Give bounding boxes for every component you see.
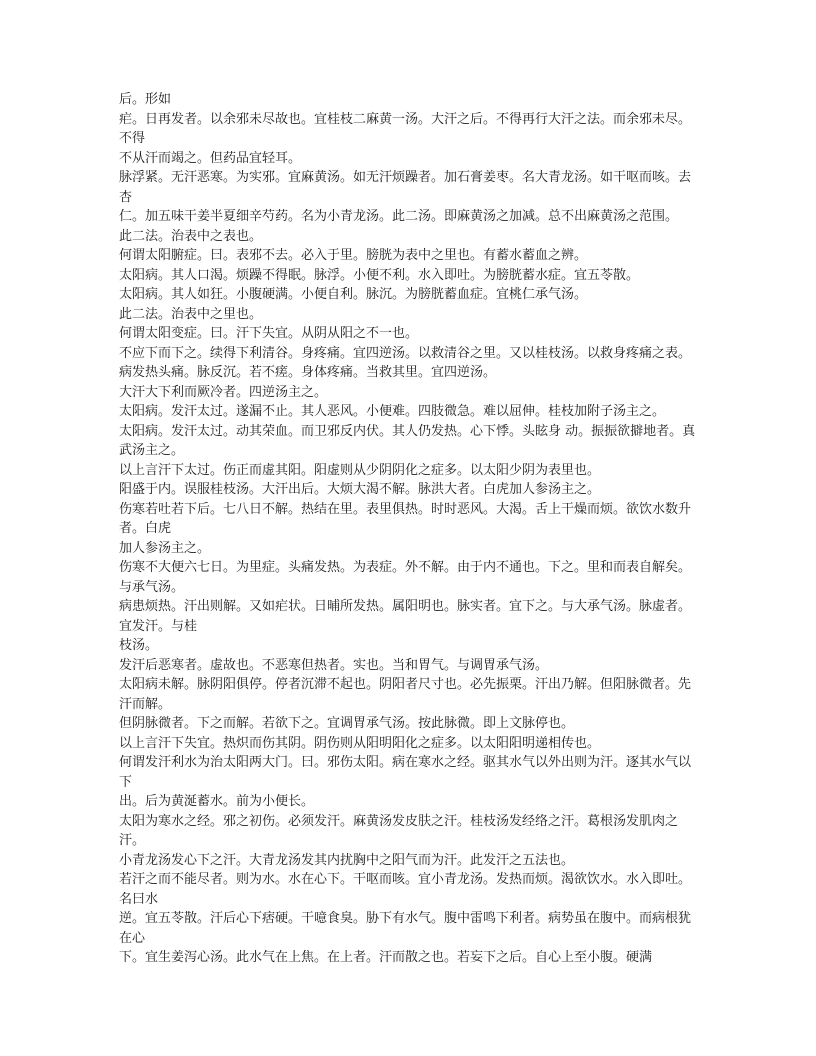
text-line: 此二法。治表中之表也。 — [119, 228, 263, 244]
text-line: 发汗后恶寒者。虚故也。不恶寒但热者。实也。当和胃气。与调胃承气汤。 — [119, 657, 549, 673]
text-line: 下。宜生姜泻心汤。此水气在上焦。在上者。汗而散之也。若妄下之后。自心上至小腹。硬满 — [119, 950, 653, 965]
text-line: 以上言汗下太过。伤正而虚其阳。阳虚则从少阴阴化之症多。以太阳少阴为表里也。 — [119, 462, 601, 478]
document-body — [119, 90, 701, 968]
text-line: 后。形如 — [119, 92, 172, 107]
text-line: 伤寒不大便六七日。为里症。头痛发热。为表症。外不解。由于内不通也。下之。里和而表自解矣。与承气汤。 — [119, 560, 692, 595]
text-line: 太阳病。其人如狂。小腹硬满。小便自利。脉沉。为膀胱蓄血症。宜桃仁承气汤。 — [119, 287, 588, 302]
text-line: 脉浮紧。无汗恶寒。为实邪。宜麻黄汤。如无汗烦躁者。加石膏姜枣。名大青龙汤。如干呕而咳。去杏 — [119, 170, 692, 205]
text-line: 出。后为黄涎蓄水。前为小便长。 — [119, 794, 315, 809]
text-line: 以上言汗下失宜。热炽而伤其阴。阴伤则从阳明阳化之症多。以太阳阳明递相传也。 — [119, 735, 601, 751]
text-line: 太阳病未解。脉阴阳俱停。停者沉滞不起也。阴阳者尺寸也。必先振栗。汗出乃解。但阳脉微者。先汗而解。 — [119, 677, 692, 712]
text-line: 大汗大下利而厥冷者。四逆汤主之。 — [119, 384, 328, 400]
text-line: 太阳病。其人口渴。烦躁不得眠。脉浮。小便不利。水入即吐。为膀胱蓄水症。宜五苓散。 — [119, 267, 640, 283]
text-line: 阳盛于内。误服桂枝汤。大汗出后。大烦大渴不解。脉洪大者。白虎加人参汤主之。 — [119, 482, 601, 497]
text-line: 仁。加五味干姜半夏细辛芍药。名为小青龙汤。此二汤。即麻黄汤之加减。总不出麻黄汤之范围。 — [119, 209, 679, 224]
text-line: 何谓太阳变症。曰。汗下失宜。从阴从阳之不一也。 — [119, 326, 419, 341]
text-line: 病发热头痛。脉反沉。若不瘥。身体疼痛。当救其里。宜四逆汤。 — [119, 365, 497, 380]
text-line: 太阳病。发汗太过。遂漏不止。其人恶风。小便难。四肢微急。难以屈伸。桂枝加附子汤主之。 — [119, 404, 666, 419]
text-line: 何谓发汗利水为治太阳两大门。曰。邪伤太阳。病在寒水之经。驱其水气以外出则为汗。逐其水气以下 — [119, 755, 692, 790]
text-line: 枝汤。 — [119, 638, 159, 653]
text-line: 病患烦热。汗出则解。又如疟状。日晡所发热。属阳明也。脉实者。宜下之。与大承气汤。脉虚者。宜发汗。与桂 — [119, 599, 692, 634]
text-line: 伤寒若吐若下后。七八日不解。热结在里。表里俱热。时时恶风。大渴。舌上干燥而烦。欲饮水数升者。白虎 — [119, 501, 692, 536]
text-line: 不应下而下之。续得下利清谷。身疼痛。宜四逆汤。以救清谷之里。又以桂枝汤。以救身疼痛之表。 — [119, 345, 692, 361]
text-line: 疟。日再发者。以余邪未尽故也。宜桂枝二麻黄一汤。大汗之后。不得再行大汗之法。而余邪未尽。不得 — [119, 111, 692, 146]
text-line: 此二法。治表中之里也。 — [119, 306, 263, 322]
text-line: 太阳病。发汗太过。动其荣血。而卫邪反内伏。其人仍发热。心下悸。头眩身 动。振振欲擗地者。真武汤主之。 — [119, 423, 696, 458]
text-line: 何谓太阳腑症。曰。表邪不去。必入于里。膀胱为表中之里也。有蓄水蓄血之辨。 — [119, 248, 588, 263]
text-line: 太阳为寒水之经。邪之初伤。必须发汗。麻黄汤发皮肤之汗。桂枝汤发经络之汗。葛根汤发肌肉之汗。 — [119, 813, 679, 848]
text-line: 逆。宜五苓散。汗后心下痞硬。干噫食臭。胁下有水气。腹中雷鸣下利者。病势虽在腹中。而病根犹在心 — [119, 911, 692, 946]
text-line: 不从汗而竭之。但药品宜轻耳。 — [119, 150, 302, 166]
text-line: 加人参汤主之。 — [119, 540, 211, 556]
text-line: 但阴脉微者。下之而解。若欲下之。宜调胃承气汤。按此脉微。即上文脉停也。 — [119, 716, 575, 731]
text-line: 若汗之而不能尽者。则为水。水在心下。干呕而咳。宜小青龙汤。发热而烦。渴欲饮水。水入即吐。名曰水 — [119, 872, 692, 907]
text-line: 小青龙汤发心下之汗。大青龙汤发其内扰胸中之阳气而为汗。此发汗之五法也。 — [119, 852, 575, 868]
